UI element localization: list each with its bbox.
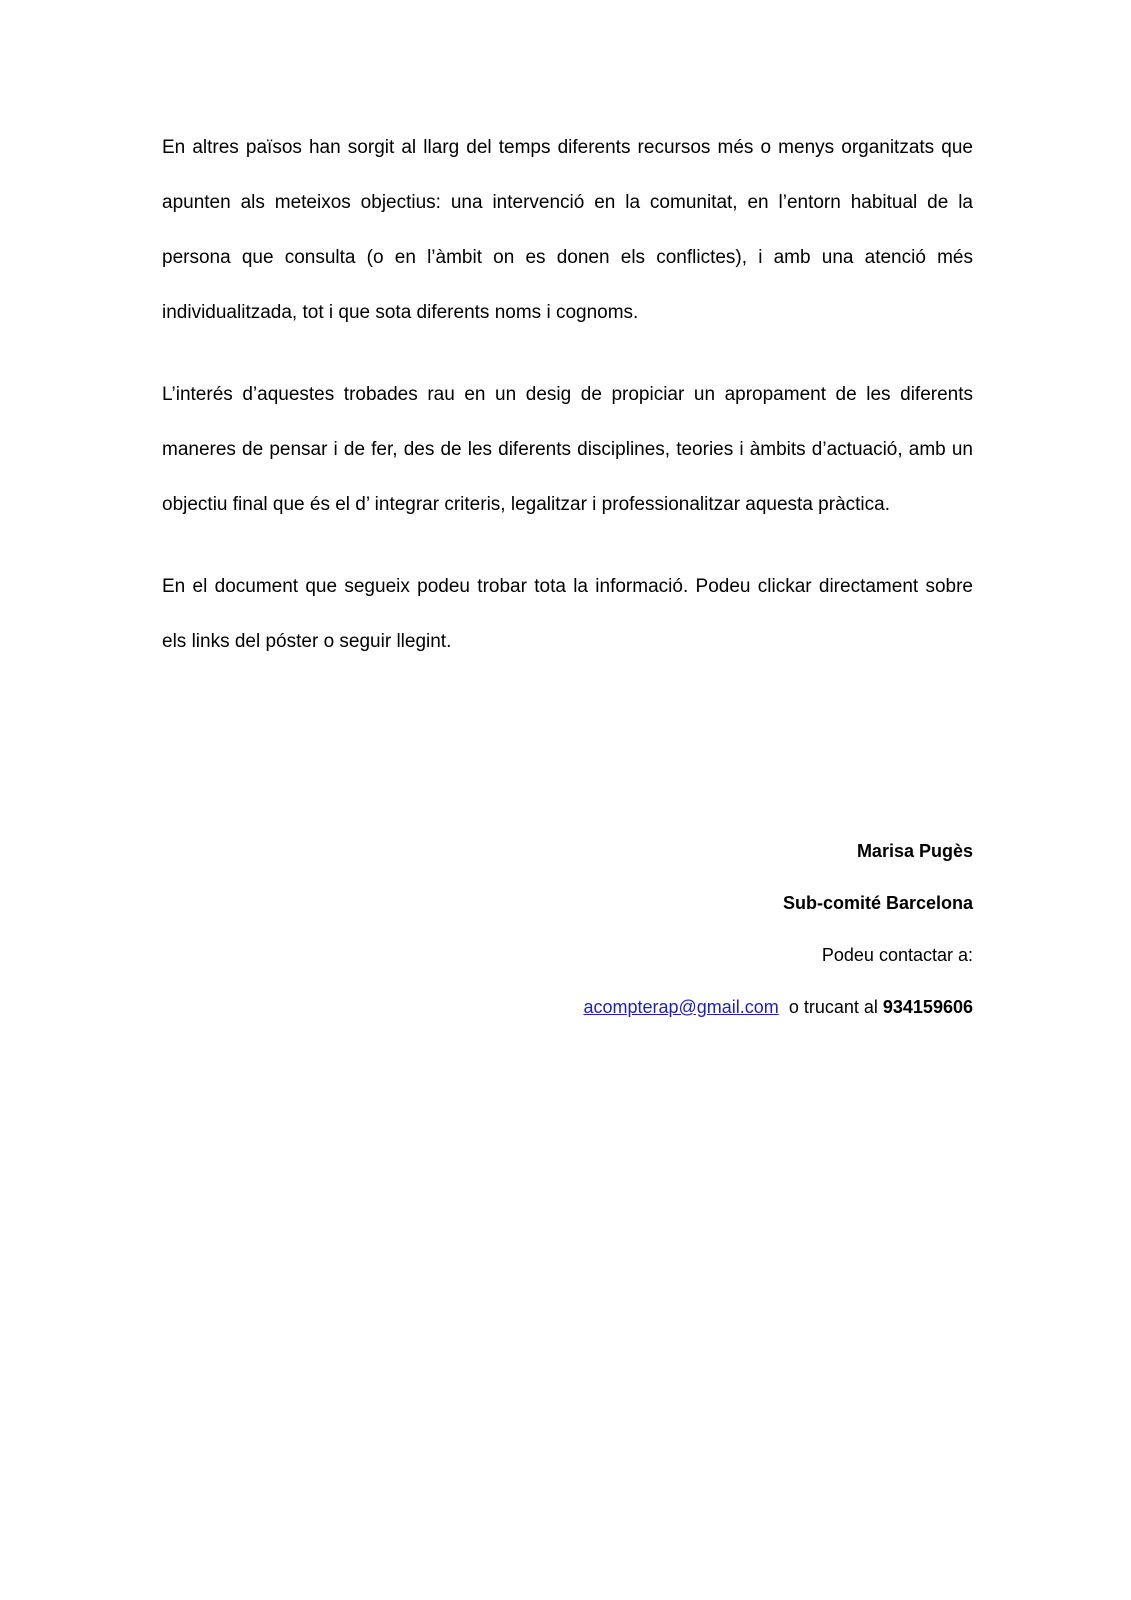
signature-block <box>162 838 973 1046</box>
phone-number: 934159606 <box>882 997 973 1017</box>
body-text <box>162 120 973 696</box>
phone-prefix: o trucant al <box>788 997 878 1017</box>
email-link[interactable]: acompterap@gmail.com <box>583 997 779 1017</box>
author-name: Marisa Pugès <box>856 841 973 861</box>
contact-label: Podeu contactar a: <box>821 945 973 965</box>
paragraph-document-info: En el document que segueix podeu trobar tota la informació. Podeu clickar directament sobre els links del póster o seguir llegint. <box>162 576 973 652</box>
committee-name: Sub-comité Barcelona <box>782 893 973 913</box>
contact-line <box>162 994 973 1020</box>
paragraph-interest: L’interés d’aquestes trobades rau en un desig de propiciar un apropament de les diferents maneres de pensar i de fer, des de les diferents disciplines, teories i àmbits d’actuació, amb un objectiu final que és el d’ integrar criteris, legalitzar i professionalitzar aquesta pràctica. <box>162 384 973 515</box>
paragraph-other-countries: En altres països han sorgit al llarg del temps diferents recursos més o menys organitzats que apunten als meteixos objectius: una intervenció en la comunitat, en l’entorn habitual de la persona que consulta (o en l’àmbit on es donen els conflictes), i amb una atenció més individualitzada, tot i que sota diferents noms i cognoms. <box>162 137 973 323</box>
